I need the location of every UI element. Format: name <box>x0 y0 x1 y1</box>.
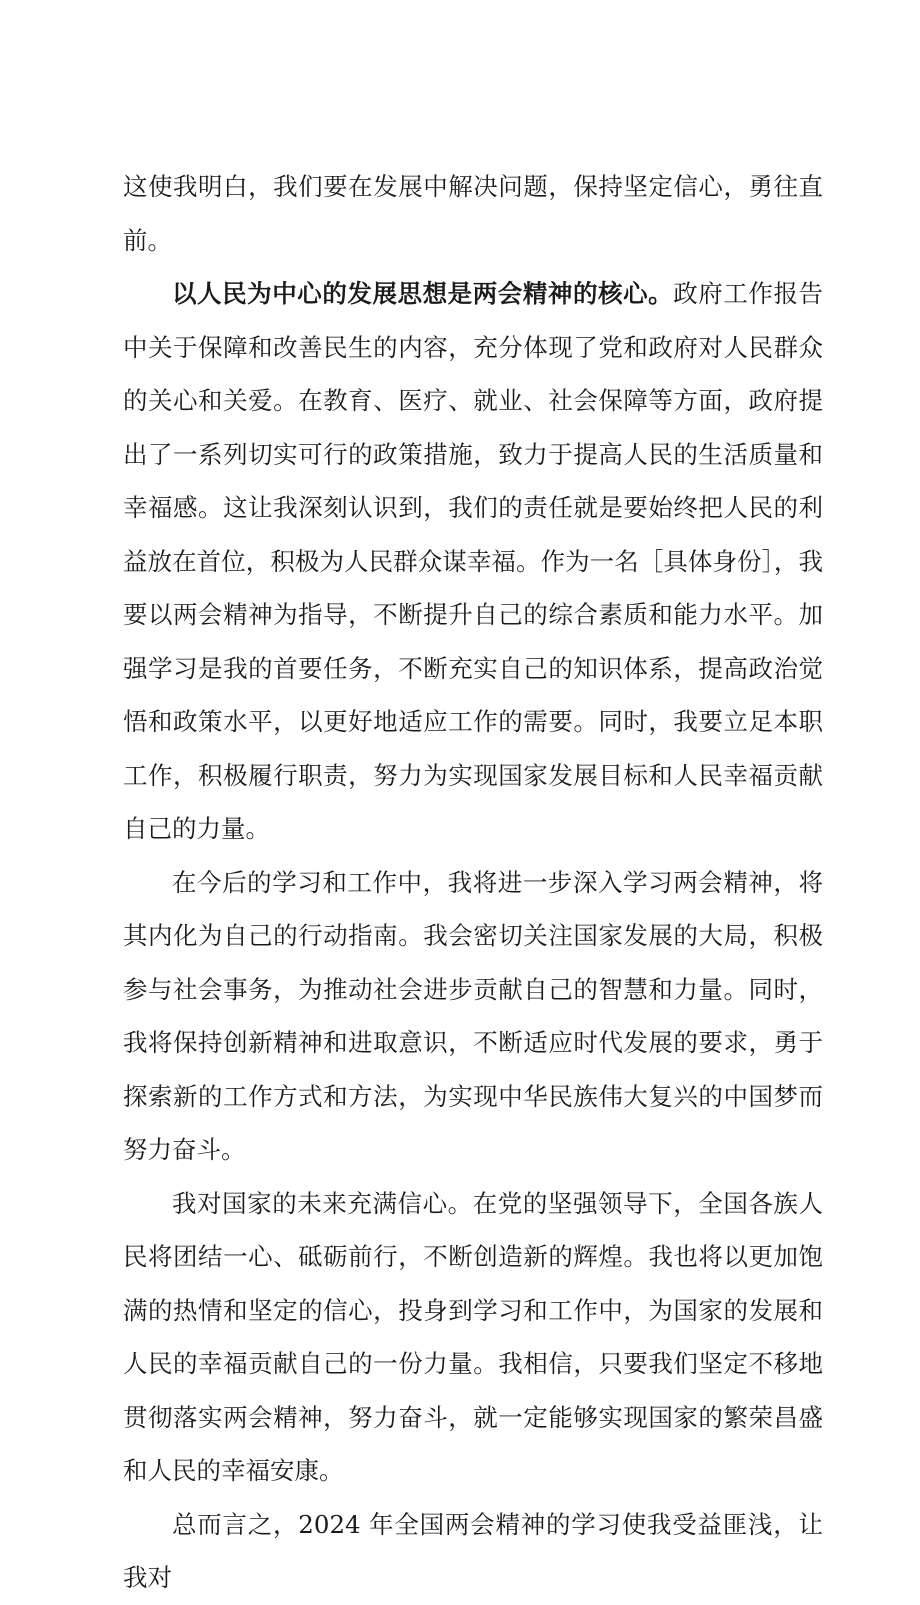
paragraph-text: 政府工作报告中关于保障和改善民生的内容，充分体现了党和政府对人民群众的关心和关爱。在教育、医疗、就业、社会保障等方面，政府提出了一系列切实可行的政策措施，致力于提高人民的生活质量和幸福感。这让我深刻认识到，我们的责任就是要始终把人民的利益放在首位，积极为人民群众谋幸福。作为一名［具体身份］，我要以两会精神为指导，不断提升自己的综合素质和能力水平。加强学习是我的首要任务，不断充实自己的知识体系，提高政治觉悟和政策水平，以更好地适应工作的需要。同时，我要立足本职工作，积极履行职责，努力为实现国家发展目标和人民幸福贡献自己的力量。 <box>123 279 824 843</box>
paragraph-text: 我对国家的未来充满信心。在党的坚强领导下，全国各族人民将团结一心、砥砺前行，不断创造新的辉煌。我也将以更加饱满的热情和坚定的信心，投身到学习和工作中，为国家的发展和人民的幸福贡献自己的一份力量。我相信，只要我们坚定不移地贯彻落实两会精神，努力奋斗，就一定能够实现国家的繁荣昌盛和人民的幸福安康。 <box>123 1188 823 1485</box>
paragraph-future-study <box>123 856 823 1177</box>
paragraph-text: 总而言之，2024 年全国两会精神的学习使我受益匪浅，让我对 <box>123 1509 823 1592</box>
paragraph-continuation <box>123 160 823 267</box>
document-body <box>123 160 823 1605</box>
paragraph-text: 这使我明白，我们要在发展中解决问题，保持坚定信心，勇往直前。 <box>123 172 823 255</box>
paragraph-lead-heading: 以人民为中心的发展思想是两会精神的核心。 <box>172 279 674 308</box>
paragraph-text: 在今后的学习和工作中，我将进一步深入学习两会精神，将其内化为自己的行动指南。我会密切关注国家发展的大局，积极参与社会事务，为推动社会进步贡献自己的智慧和力量。同时，我将保持创新精神和进取意识，不断适应时代发展的要求，勇于探索新的工作方式和方法，为实现中华民族伟大复兴的中国梦而努力奋斗。 <box>123 867 823 1164</box>
paragraph-conclusion <box>123 1498 823 1605</box>
paragraph-people-centered <box>123 267 823 856</box>
paragraph-confidence <box>123 1177 823 1498</box>
